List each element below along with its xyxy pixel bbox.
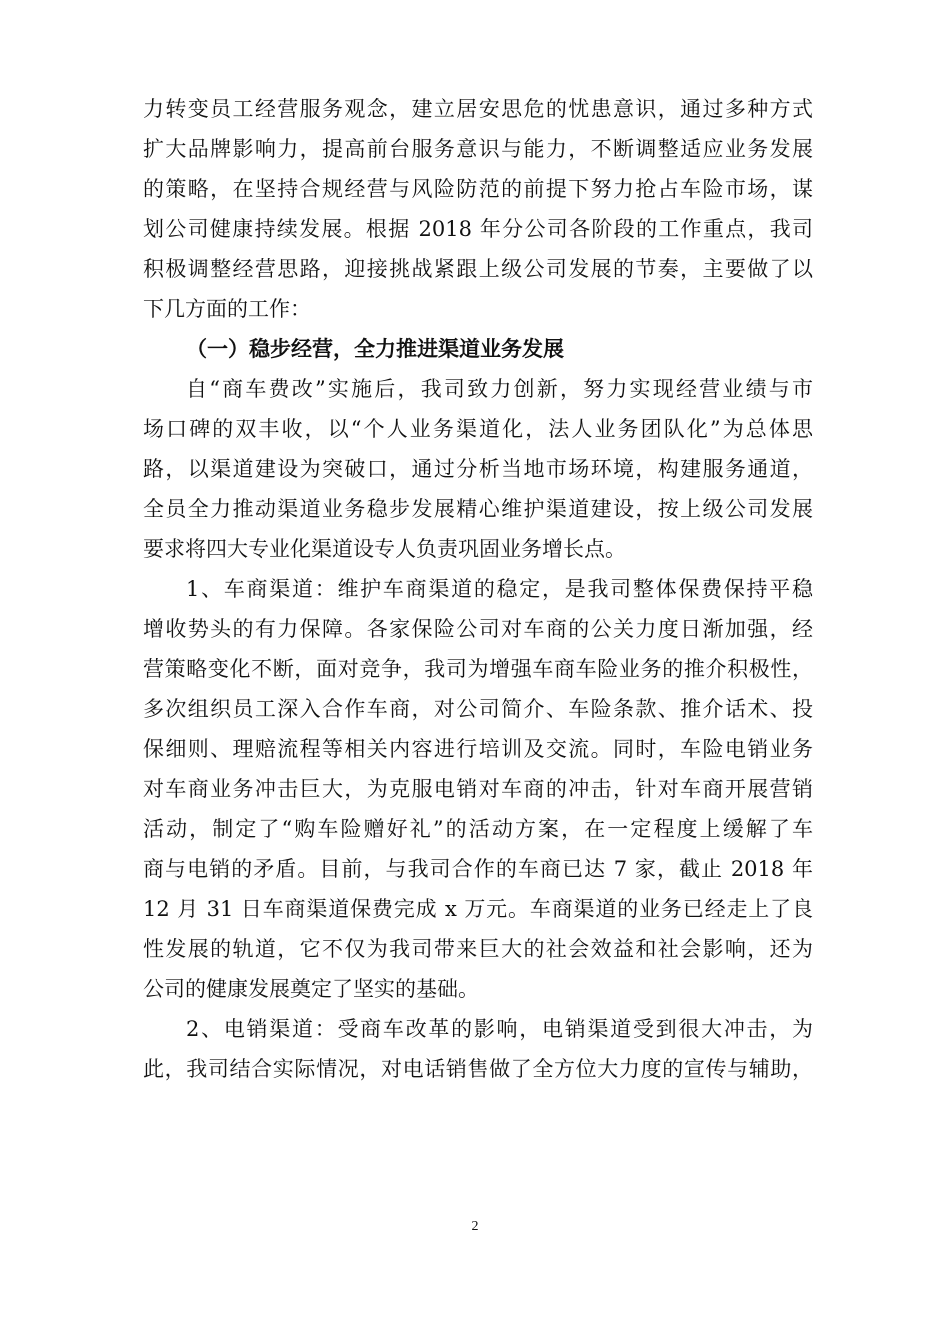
text-line: 多次组织员工深入合作车商，对公司简介、车险条款、推介话术、投 bbox=[143, 697, 813, 721]
text-line: 对车商业务冲击巨大，为克服电销对车商的冲击，针对车商开展营销 bbox=[143, 777, 813, 801]
text-line: 积极调整经营思路，迎接挑战紧跟上级公司发展的节奏，主要做了以 bbox=[143, 257, 813, 281]
text-line: 营策略变化不断，面对竞争，我司为增强车商车险业务的推介积极性， bbox=[143, 657, 813, 681]
text-line: 力转变员工经营服务观念，建立居安思危的忧患意识，通过多种方式 bbox=[143, 97, 813, 121]
text-line: 下几方面的工作： bbox=[143, 297, 311, 321]
text-line: 商与电销的矛盾。目前，与我司合作的车商已达 7 家，截止 2018 年 bbox=[143, 857, 813, 881]
text-line: 路，以渠道建设为突破口，通过分析当地市场环境，构建服务通道， bbox=[143, 457, 813, 481]
text-line: 场口碑的双丰收，以“个人业务渠道化，法人业务团队化”为总体思 bbox=[143, 417, 813, 441]
text-line: 保细则、理赔流程等相关内容进行培训及交流。同时，车险电销业务 bbox=[143, 737, 813, 761]
text-line: 自“商车费改”实施后，我司致力创新，努力实现经营业绩与市 bbox=[186, 377, 813, 401]
section-heading: （一）稳步经营，全力推进渠道业务发展 bbox=[186, 336, 564, 361]
page-number: 2 bbox=[471, 1219, 479, 1234]
text-line: 性发展的轨道，它不仅为我司带来巨大的社会效益和社会影响，还为 bbox=[143, 937, 813, 961]
text-line: 增收势头的有力保障。各家保险公司对车商的公关力度日渐加强，经 bbox=[143, 617, 813, 641]
text-line: 要求将四大专业化渠道设专人负责巩固业务增长点。 bbox=[143, 537, 626, 561]
text-line: 划公司健康持续发展。根据 2018 年分公司各阶段的工作重点，我司 bbox=[143, 217, 813, 241]
text-line: 公司的健康发展奠定了坚实的基础。 bbox=[143, 977, 479, 1001]
text-line: 此，我司结合实际情况，对电话销售做了全方位大力度的宣传与辅助， bbox=[143, 1057, 813, 1081]
text-line: 12 月 31 日车商渠道保费完成 x 万元。车商渠道的业务已经走上了良 bbox=[143, 897, 813, 921]
text-line: 活动，制定了“购车险赠好礼”的活动方案，在一定程度上缓解了车 bbox=[143, 817, 813, 841]
text-line: 全员全力推动渠道业务稳步发展精心维护渠道建设，按上级公司发展 bbox=[143, 497, 813, 521]
text-line: 扩大品牌影响力，提高前台服务意识与能力，不断调整适应业务发展 bbox=[143, 137, 813, 161]
text-line: 的策略，在坚持合规经营与风险防范的前提下努力抢占车险市场，谋 bbox=[143, 177, 813, 201]
text-line: 2、电销渠道：受商车改革的影响，电销渠道受到很大冲击，为 bbox=[186, 1017, 813, 1041]
text-line: 1、车商渠道：维护车商渠道的稳定，是我司整体保费保持平稳 bbox=[186, 577, 813, 601]
